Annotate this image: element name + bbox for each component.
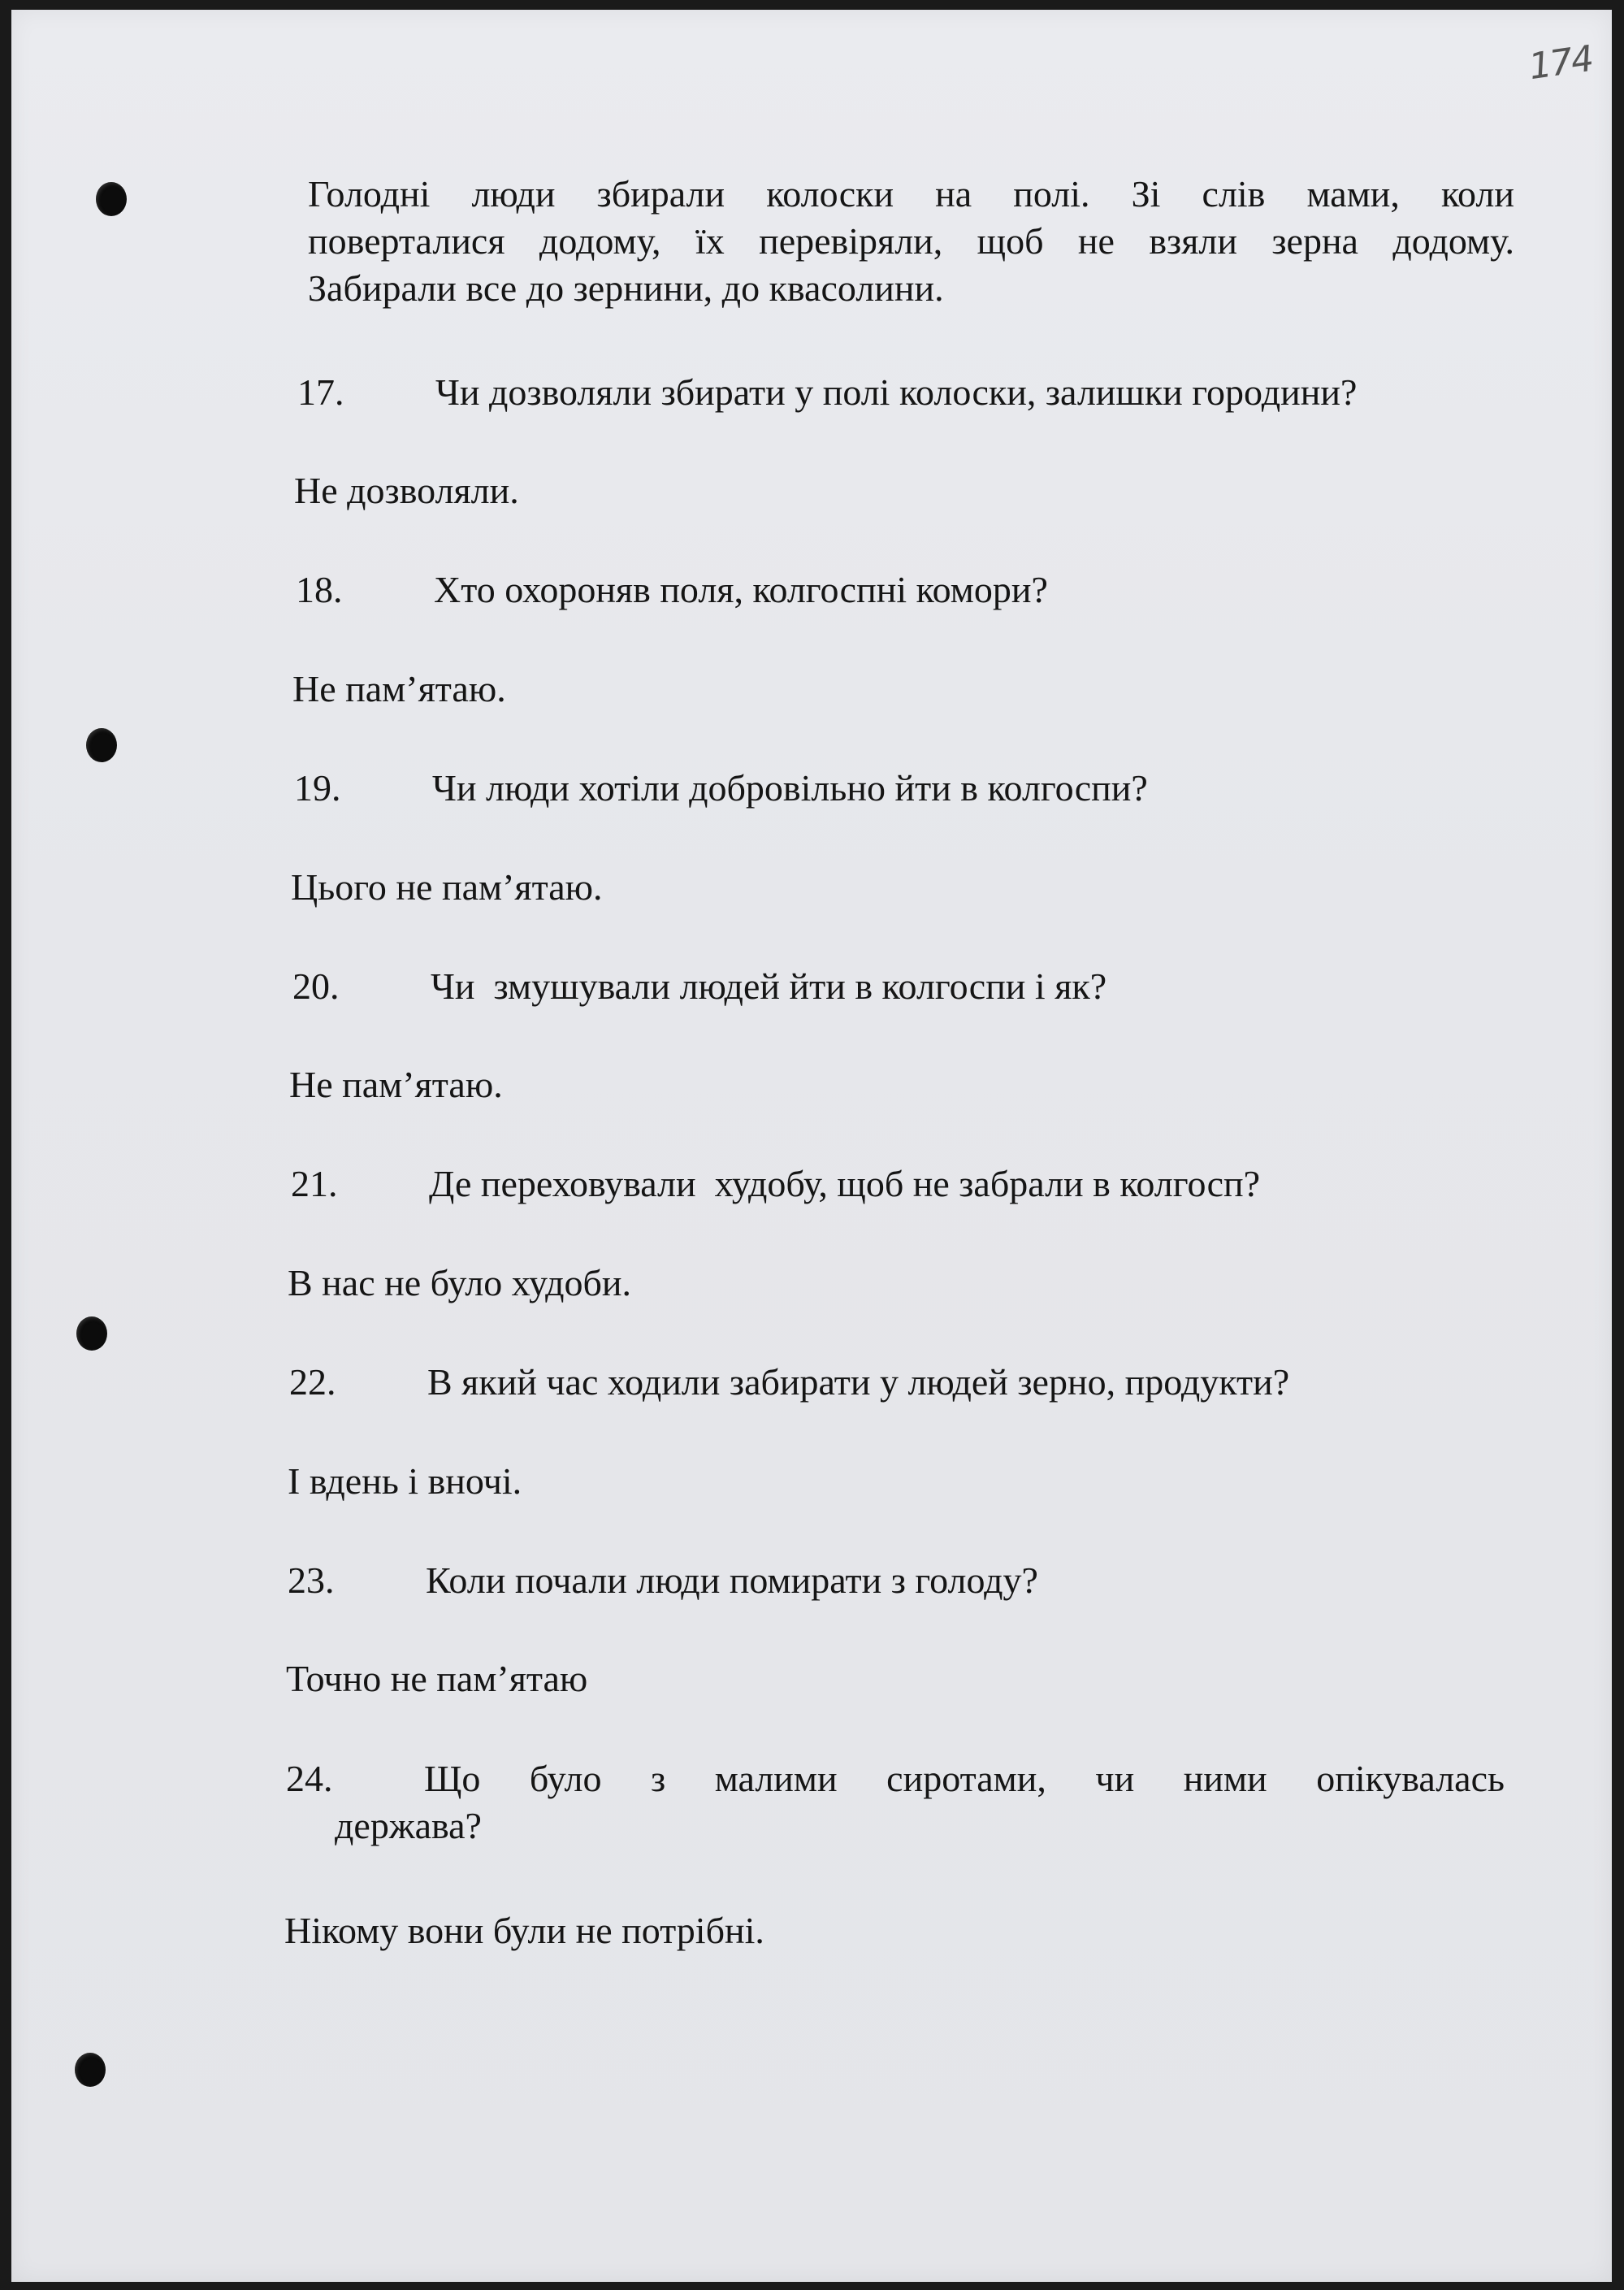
question-number: 24. bbox=[286, 1758, 333, 1799]
question-number: 18. bbox=[296, 569, 343, 610]
punch-hole bbox=[76, 1316, 107, 1351]
answer-text: Точно не пам’ятаю bbox=[286, 1658, 588, 1699]
answer-text: Цього не пам’ятаю. bbox=[291, 866, 603, 908]
question-number: 23. bbox=[288, 1559, 335, 1601]
question-number: 17. bbox=[297, 371, 344, 413]
handwritten-page-number: 174 bbox=[1526, 37, 1596, 89]
question-text: Хто охороняв поля, колгоспні комори? bbox=[434, 569, 1048, 610]
question-number: 20. bbox=[292, 965, 340, 1007]
intro-line: Голодні люди збирали колоски на полі. Зі слів мами, коли bbox=[308, 173, 1514, 215]
answer-text: Не дозволяли. bbox=[294, 470, 519, 511]
question-text: В який час ходили забирати у людей зерно, продукти? bbox=[427, 1361, 1290, 1403]
answer-text: В нас не було худоби. bbox=[288, 1262, 632, 1303]
document-page bbox=[11, 10, 1612, 2282]
answer-text: Не пам’ятаю. bbox=[292, 668, 506, 709]
answer-text: І вдень і вночі. bbox=[288, 1460, 522, 1502]
intro-line: поверталися додому, їх перевіряли, щоб не взяли зерна додому. bbox=[308, 220, 1514, 262]
question-text: Чи люди хотіли добровільно йти в колгоспи? bbox=[432, 767, 1148, 809]
punch-hole bbox=[96, 182, 127, 216]
question-text: Чи змушували людей йти в колгоспи і як? bbox=[431, 965, 1107, 1007]
answer-text: Нікому вони були не потрібні. bbox=[284, 1910, 764, 1951]
intro-line: Забирали все до зернини, до квасолини. bbox=[308, 267, 944, 309]
question-text: Коли почали люди помирати з голоду? bbox=[426, 1559, 1038, 1601]
question-number: 21. bbox=[291, 1163, 338, 1204]
punch-hole bbox=[86, 728, 117, 762]
question-number: 19. bbox=[294, 767, 341, 809]
question-text: Де переховували худобу, щоб не забрали в колгосп? bbox=[429, 1163, 1261, 1204]
intro-paragraph bbox=[308, 171, 1514, 312]
question-text: Чи дозволяли збирати у полі колоски, залишки городини? bbox=[435, 371, 1358, 413]
question-text: Що було з малими сиротами, чи ними опікувалась bbox=[424, 1758, 1505, 1799]
question-text-continuation: держава? bbox=[335, 1805, 482, 1846]
answer-text: Не пам’ятаю. bbox=[289, 1064, 503, 1105]
punch-hole bbox=[75, 2053, 106, 2087]
question-number: 22. bbox=[289, 1361, 336, 1403]
